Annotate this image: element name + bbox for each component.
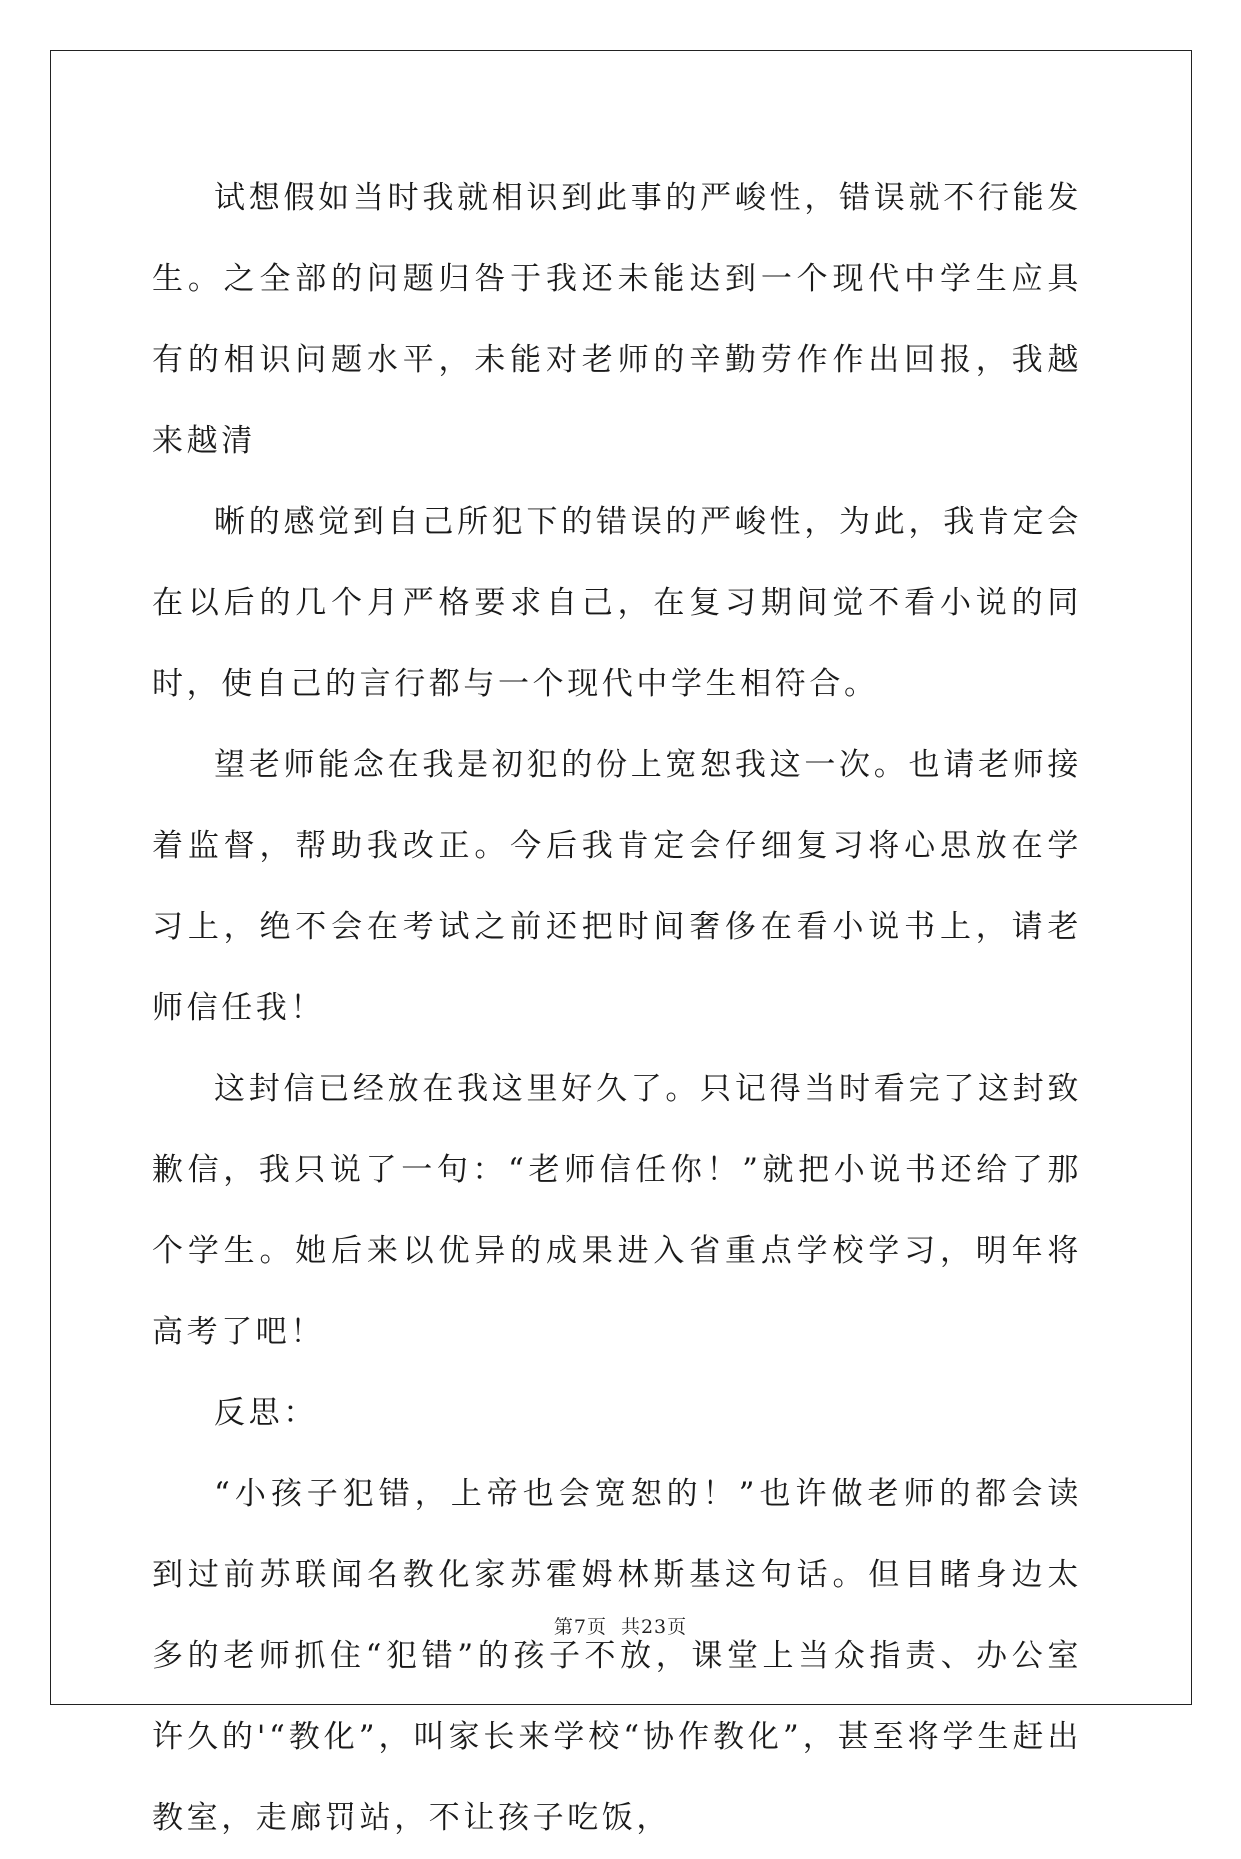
paragraph: “小孩子犯错，上帝也会宽恕的！”也许做老师的都会读到过前苏联闻名教化家苏霍姆林斯基这句话。但目睹身边太多的老师抓住“犯错”的孩子不放，课堂上当众指责、办公室许久的'“教化”，叫家长来学校“协作教化”，甚至将学生赶出教室，走廊罚站，不让孩子吃饭，: [152, 1476, 1082, 1836]
paragraph: 晰的感觉到自己所犯下的错误的严峻性，为此，我肯定会在以后的几个月严格要求自己，在复习期间觉不看小说的同时，使自己的言行都与一个现代中学生相符合。: [152, 504, 1082, 702]
paragraph: 试想假如当时我就相识到此事的严峻性，错误就不行能发生。之全部的问题归咎于我还未能达到一个现代中学生应具有的相识问题水平，未能对老师的辛勤劳作作出回报，我越来越清: [152, 180, 1082, 459]
paragraph: 反思：: [214, 1395, 318, 1431]
page-number: 第7页: [553, 1616, 607, 1638]
paragraph: 这封信已经放在我这里好久了。只记得当时看完了这封致歉信，我只说了一句：“老师信任你！”就把小说书还给了那个学生。她后来以优异的成果进入省重点学校学习，明年将高考了吧！: [152, 1071, 1082, 1350]
paragraph: 望老师能念在我是初犯的份上宽恕我这一次。也请老师接着监督，帮助我改正。今后我肯定会仔细复习将心思放在学习上，绝不会在考试之前还把时间奢侈在看小说书上，请老师信任我！: [152, 747, 1082, 1026]
page-total: 共23页: [620, 1616, 688, 1638]
document-body: [152, 158, 1082, 1859]
page-footer: [0, 1612, 1241, 1639]
